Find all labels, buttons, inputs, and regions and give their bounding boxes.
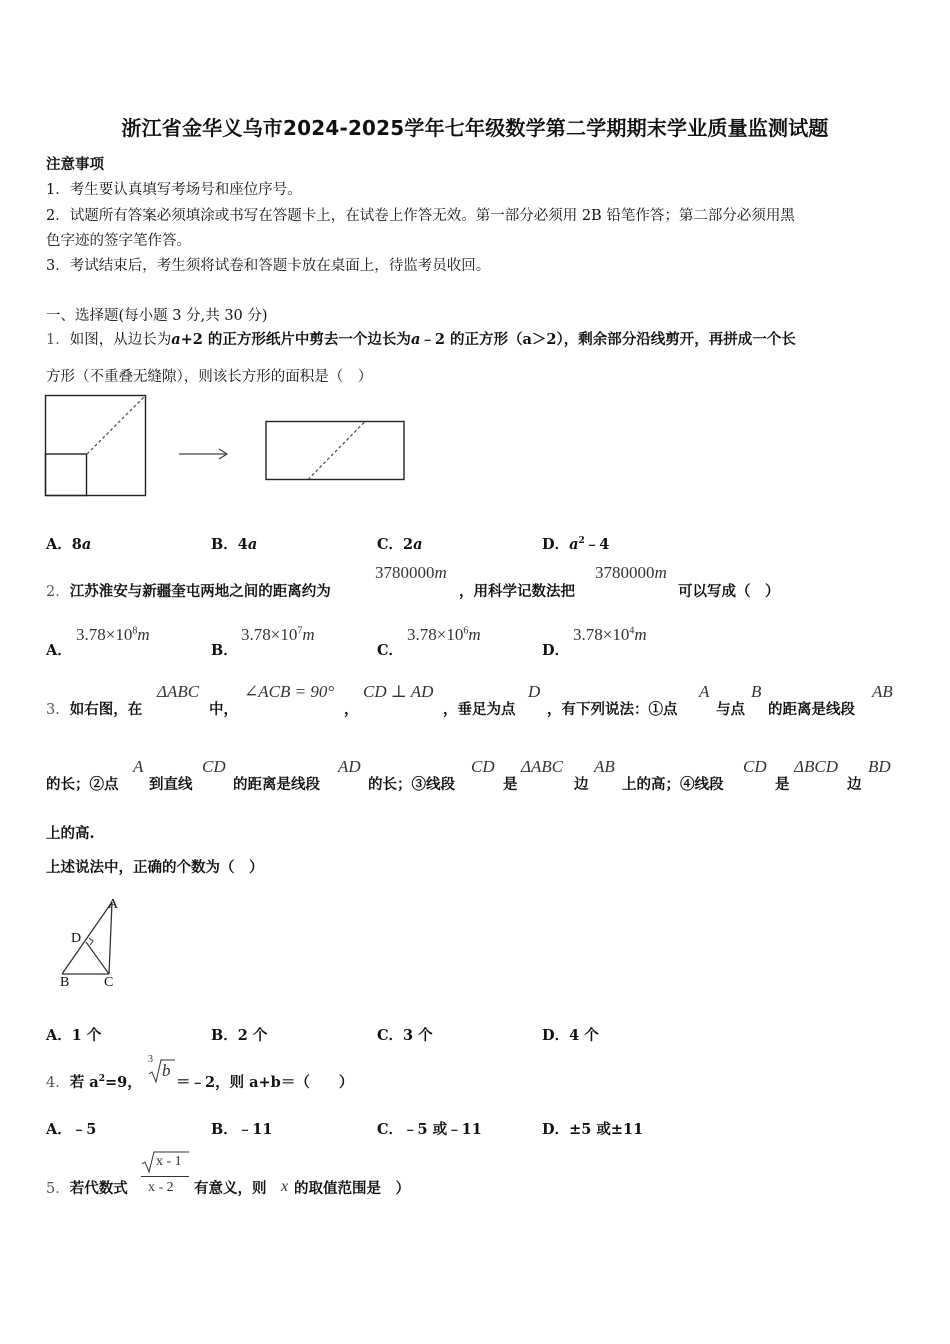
q2-option-d-label[interactable]: D． xyxy=(542,642,570,659)
q3-math: CD xyxy=(743,757,767,776)
q3-option-a[interactable] xyxy=(46,1024,101,1045)
notice-item-2: 2．试题所有答案必须填涂或书写在答题卡上，在试卷上作答无效。第一部分必须用 2B 铅笔作答；第二部分必须用黑 xyxy=(46,208,795,224)
q3-text: ， xyxy=(344,701,359,718)
q3-math-A: A xyxy=(699,682,710,701)
q3-math-triangle: ΔABC xyxy=(157,682,200,701)
option-var: a xyxy=(247,536,258,553)
option-base: 3.78×10 xyxy=(407,625,464,644)
q3-text: 的长；②点 xyxy=(46,776,119,793)
q3-math-D: D xyxy=(528,682,541,701)
q4-option-a[interactable] xyxy=(46,1118,96,1139)
q4-option-b[interactable] xyxy=(211,1118,272,1139)
option-exp: 7 xyxy=(297,625,303,637)
option-label: B． xyxy=(211,1121,238,1138)
option-unit: m xyxy=(468,625,481,644)
option-var: a xyxy=(569,536,579,553)
page-title: 浙江省金华义乌市2024-2025学年七年级数学第二学期期末学业质量监测试题 xyxy=(121,116,829,140)
question-5-number: 5． xyxy=(46,1181,70,1197)
q2-option-c-label[interactable]: C． xyxy=(377,642,404,659)
q3-text: 到直线 xyxy=(149,776,193,793)
q3-math: BD xyxy=(868,757,891,776)
option-label: A． xyxy=(46,536,72,553)
q1-option-c[interactable] xyxy=(377,533,423,554)
question-2-line1 xyxy=(46,580,331,601)
q3-text: 边 xyxy=(847,776,862,793)
q2-option-d[interactable] xyxy=(573,625,647,645)
q3-math: ΔABC xyxy=(521,757,564,776)
q1-var-a: a xyxy=(171,331,181,348)
q3-text: 是 xyxy=(775,776,790,793)
section-heading: 一、选择题(每小题 3 分,共 30 分) xyxy=(46,308,268,324)
option-value: ﹣5 或﹣11 xyxy=(403,1121,482,1138)
q5-text: 若代数式 xyxy=(69,1180,128,1197)
option-unit: m xyxy=(302,625,315,644)
q4-text: ＝﹣2，则 a+b＝（ ） xyxy=(176,1074,354,1091)
q1-var-a: a xyxy=(410,331,421,348)
option-value: ﹣5 xyxy=(71,1121,97,1138)
option-base: 3.78×10 xyxy=(573,625,630,644)
option-value: 2 个 xyxy=(237,1027,268,1044)
q3-text: 如右图，在 xyxy=(69,701,143,718)
option-base: 3.78×10 xyxy=(76,625,133,644)
q3-text: 的距离是线段 xyxy=(768,701,855,718)
q3-text: ，垂足为点 xyxy=(443,701,516,718)
option-label: B． xyxy=(211,1027,238,1044)
q3-text: 与点 xyxy=(716,701,745,718)
arrow-icon xyxy=(178,446,230,462)
q3-line3: 上的高. xyxy=(46,825,95,842)
q4-cube-root xyxy=(148,1054,176,1084)
q3-figure-label-c: C xyxy=(104,975,114,990)
option-label: D． xyxy=(542,536,570,553)
q3-math: CD xyxy=(202,757,226,776)
notice-item-2-cont: 色字迹的签字笔作答。 xyxy=(46,233,191,249)
q3-math-angle: ∠ACB = 90° xyxy=(244,682,335,701)
q3-text: 是 xyxy=(503,776,518,793)
question-1-number: 1． xyxy=(46,332,70,348)
option-value: 2 xyxy=(403,536,414,553)
notice-item-3: 3．考试结束后，考生须将试卷和答题卡放在桌面上，待监考员收回。 xyxy=(46,258,491,274)
q1-figure-square xyxy=(44,394,148,498)
root-var: b xyxy=(162,1061,171,1080)
q3-text: 边 xyxy=(574,776,589,793)
q3-math: CD xyxy=(471,757,495,776)
option-exp: 4 xyxy=(629,625,635,637)
q5-fraction xyxy=(139,1150,191,1202)
q5-text: 有意义，则 xyxy=(194,1180,267,1197)
option-label: D． xyxy=(542,1027,570,1044)
option-var: a xyxy=(413,536,423,553)
option-exp: 6 xyxy=(463,625,469,637)
option-value: ﹣4 xyxy=(584,536,610,553)
notice-heading: 注意事项 xyxy=(46,156,104,173)
q2-unit: m xyxy=(434,563,447,582)
q2-math-1 xyxy=(375,563,447,583)
q3-math: AB xyxy=(594,757,615,776)
question-4-number: 4． xyxy=(46,1075,70,1091)
q3-text: 的长；③线段 xyxy=(368,776,455,793)
q4-option-d[interactable] xyxy=(542,1118,643,1139)
q2-number: 3780000 xyxy=(595,563,655,582)
q3-text: ，有下列说法：①点 xyxy=(547,701,678,718)
q5-var: x xyxy=(281,1178,289,1195)
q3-math: AD xyxy=(338,757,361,776)
option-value: 4 个 xyxy=(569,1027,599,1044)
root-index: 3 xyxy=(148,1054,153,1065)
option-value: ±5 或±11 xyxy=(569,1121,644,1138)
q2-option-a-label[interactable]: A． xyxy=(46,642,72,659)
q2-math-2 xyxy=(595,563,667,583)
q3-figure-label-d: D xyxy=(71,931,82,946)
option-value: 1 个 xyxy=(71,1027,102,1044)
question-3-start xyxy=(46,698,142,719)
q3-math: A xyxy=(133,757,144,776)
q5-denominator: x - 2 xyxy=(148,1180,174,1195)
option-label: C． xyxy=(377,1121,404,1138)
option-unit: m xyxy=(634,625,647,644)
q1-text: 如图，从边长为 xyxy=(69,332,172,348)
q3-figure-label-a: A xyxy=(108,897,119,912)
question-2-number: 2． xyxy=(46,584,70,600)
q3-option-c[interactable] xyxy=(377,1024,433,1045)
option-label: B． xyxy=(211,536,238,553)
q2-number: 3780000 xyxy=(375,563,435,582)
q3-option-d[interactable] xyxy=(542,1024,599,1045)
q2-text-3: 可以写成（ ） xyxy=(678,583,780,600)
option-base: 3.78×10 xyxy=(241,625,298,644)
q1-figure-rectangle xyxy=(264,420,408,484)
option-label: D． xyxy=(542,1121,570,1138)
option-label: C． xyxy=(377,1027,404,1044)
q3-math-B: B xyxy=(751,682,762,701)
option-value: 4 xyxy=(237,536,248,553)
question-5-start xyxy=(46,1177,128,1198)
q1-option-a[interactable] xyxy=(46,533,91,554)
q2-text: 江苏淮安与新疆奎屯两地之间的距离约为 xyxy=(69,583,331,600)
q4-text: =9， xyxy=(104,1074,142,1091)
option-label: A． xyxy=(46,1027,72,1044)
q3-line4: 上述说法中，正确的个数为（ ） xyxy=(46,859,264,876)
option-sup: 2 xyxy=(578,536,585,547)
q3-math-perp: CD ⊥ AD xyxy=(363,682,434,701)
q4-text: 若 a xyxy=(69,1074,99,1091)
notice-item-1: 1．考生要认真填写考场号和座位序号。 xyxy=(46,182,302,198)
question-3-number: 3． xyxy=(46,702,70,718)
option-label: C． xyxy=(377,536,404,553)
fraction-bar xyxy=(141,1176,189,1177)
option-value: 3 个 xyxy=(403,1027,433,1044)
q2-option-b-label[interactable]: B． xyxy=(211,642,238,659)
option-value: 8 xyxy=(71,536,82,553)
q3-math: ΔBCD xyxy=(794,757,838,776)
option-var: a xyxy=(81,536,92,553)
q3-text: 的距离是线段 xyxy=(233,776,320,793)
q2-option-c[interactable] xyxy=(407,625,481,645)
q2-option-b[interactable] xyxy=(241,625,315,645)
question-4-start xyxy=(46,1071,142,1092)
option-label: A． xyxy=(46,1121,72,1138)
q1-text: +2 的正方形纸片中剪去一个边长为 xyxy=(180,331,411,348)
question-1-line2: 方形（不重叠无缝隙），则该长方形的面积是（ ） xyxy=(46,369,373,385)
q2-text-2: ，用科学记数法把 xyxy=(459,583,575,600)
q2-unit: m xyxy=(654,563,667,582)
q3-text: 上的高；④线段 xyxy=(622,776,724,793)
q3-text: 中， xyxy=(209,701,238,718)
option-value: ﹣11 xyxy=(237,1121,273,1138)
q2-option-a[interactable] xyxy=(76,625,150,645)
option-exp: 8 xyxy=(132,625,138,637)
q3-figure-label-b: B xyxy=(60,975,70,990)
q5-text: 的取值范围是 ） xyxy=(294,1180,410,1197)
q1-option-d[interactable] xyxy=(542,533,609,554)
q3-math-AB: AB xyxy=(872,682,893,701)
q1-text: ﹣2 的正方形（a＞2），剩余部分沿线剪开，再拼成一个长 xyxy=(420,331,796,348)
q1-option-b[interactable] xyxy=(211,533,257,554)
option-unit: m xyxy=(137,625,150,644)
q3-option-b[interactable] xyxy=(211,1024,267,1045)
question-1-line1 xyxy=(46,328,796,349)
q5-numerator: x - 1 xyxy=(156,1154,182,1169)
q4-option-c[interactable] xyxy=(377,1118,482,1139)
q4-sup: 2 xyxy=(98,1074,105,1085)
